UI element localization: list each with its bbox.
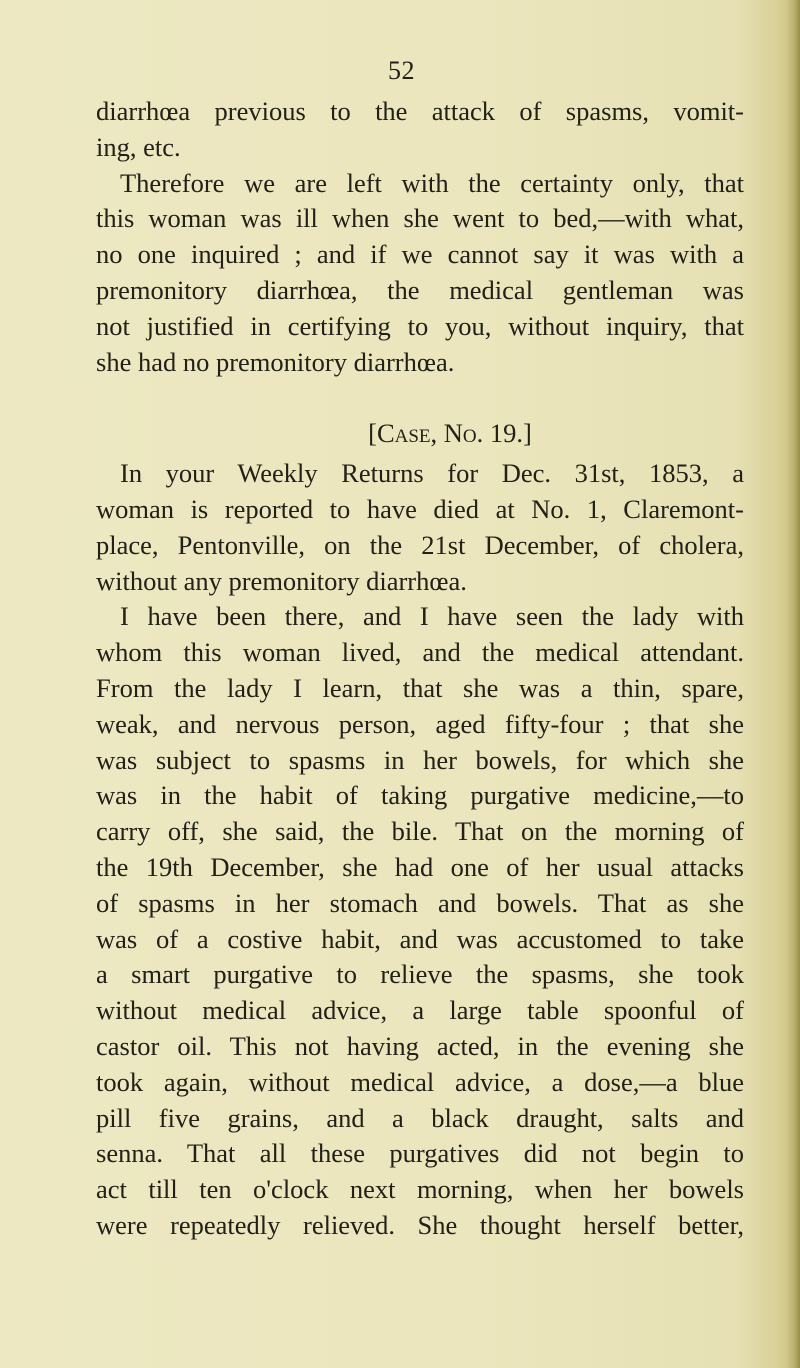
text-line: From the lady I learn, that she was a thin, spare, xyxy=(96,672,744,703)
page-edge-shadow xyxy=(786,0,800,1368)
text-line: weak, and nervous person, aged fifty-four ; that she xyxy=(96,708,744,739)
paragraph-1 xyxy=(96,94,744,166)
text-line: place, Pentonville, on the 21st December, of cholera, xyxy=(96,529,744,560)
text-line: a smart purgative to relieve the spasms, she took xyxy=(96,959,744,990)
page-number: 52 xyxy=(388,56,415,85)
text-line: without medical advice, a large table spoonful of xyxy=(96,995,744,1026)
paragraph-4 xyxy=(96,599,744,1243)
text-line: no one inquired ; and if we cannot say it was with a xyxy=(96,239,744,270)
text-line: woman is reported to have died at No. 1, Claremont- xyxy=(96,493,744,524)
text-line: ing, etc. xyxy=(96,131,181,162)
paragraph-3 xyxy=(96,456,744,599)
text-line: not justified in certifying to you, without inquiry, that xyxy=(96,310,744,341)
text-line: of spasms in her stomach and bowels. That as she xyxy=(96,887,744,918)
text-line: I have been there, and I have seen the lady with xyxy=(120,601,744,632)
text-line: was in the habit of taking purgative medicine,—to xyxy=(96,780,744,811)
text-line: premonitory diarrhœa, the medical gentleman was xyxy=(96,274,744,305)
text-line: the 19th December, she had one of her usual attacks xyxy=(96,851,744,882)
text-line: this woman was ill when she went to bed,—with what, xyxy=(96,203,744,234)
text-line: without any premonitory diarrhœa. xyxy=(96,565,467,596)
text-line: was subject to spasms in her bowels, for which she xyxy=(96,744,744,775)
text-line: carry off, she said, the bile. That on the morning of xyxy=(96,816,744,847)
text-line: whom this woman lived, and the medical attendant. xyxy=(96,637,744,668)
page-body xyxy=(96,94,744,1244)
text-line: diarrhœa previous to the attack of spasms, vomit- xyxy=(96,96,744,126)
text-line: In your Weekly Returns for Dec. 31st, 1853, a xyxy=(120,458,744,489)
text-line: senna. That all these purgatives did not begin to xyxy=(96,1138,744,1169)
paragraph-2 xyxy=(96,166,744,381)
text-line: castor oil. This not having acted, in the evening she xyxy=(96,1030,744,1061)
text-line: was of a costive habit, and was accustomed to take xyxy=(96,923,744,954)
text-line: Therefore we are left with the certainty only, that xyxy=(120,167,744,198)
text-line: she had no premonitory diarrhœa. xyxy=(96,346,455,377)
text-line: act till ten o'clock next morning, when her bowels xyxy=(96,1174,744,1205)
text-line: pill five grains, and a black draught, salts and xyxy=(96,1102,744,1133)
text-line: took again, without medical advice, a dose,—a blue xyxy=(96,1066,744,1097)
case-heading: [Case, No. 19.] xyxy=(368,418,532,449)
text-line: were repeatedly relieved. She thought herself better, xyxy=(96,1209,744,1240)
